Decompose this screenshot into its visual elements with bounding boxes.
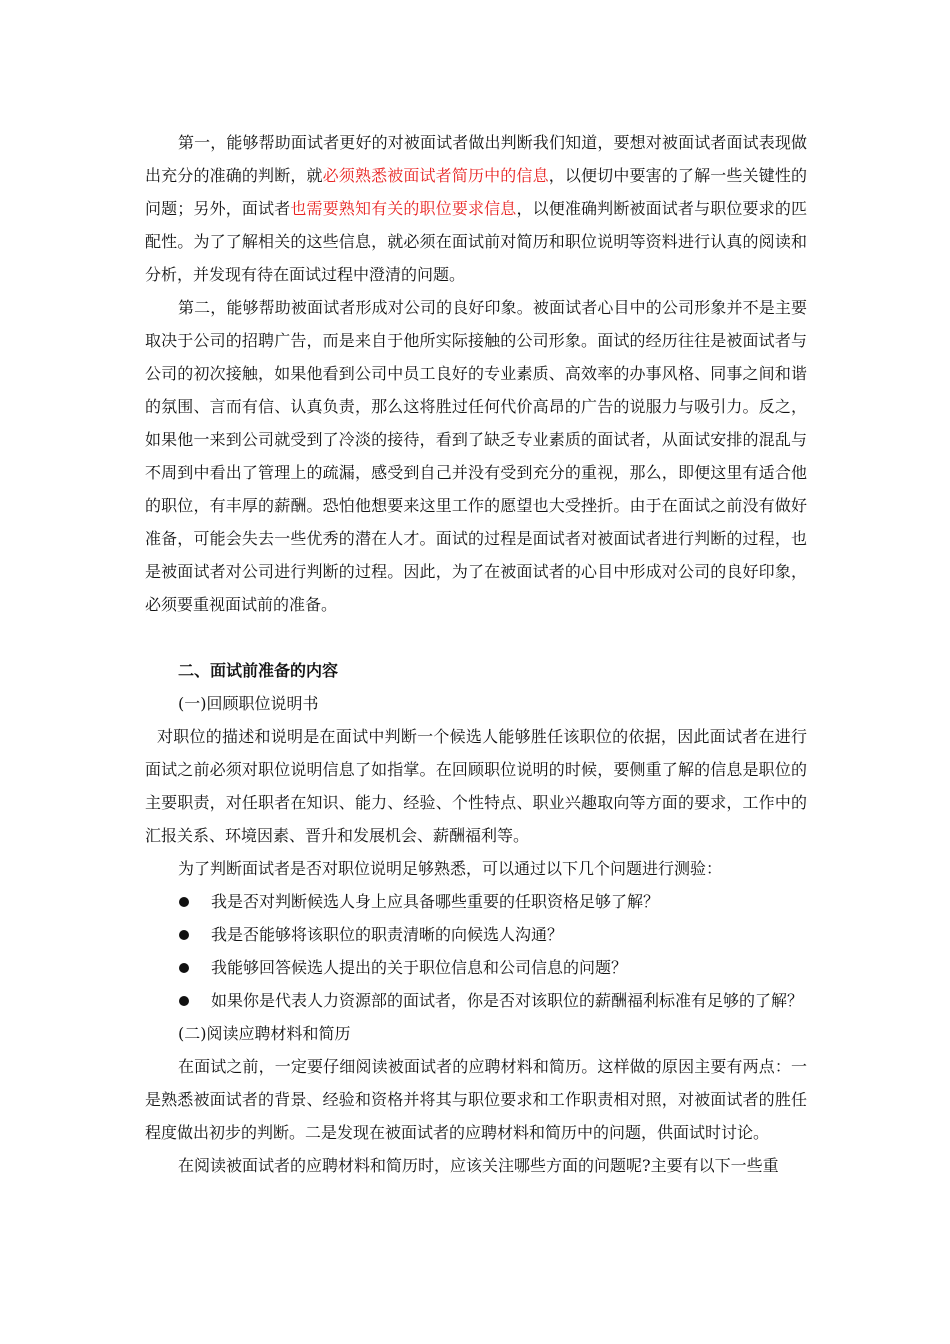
subheading-read-resume: (二)阅读应聘材料和简历: [178, 1024, 351, 1043]
para1-text-1: 第一，能够帮助面试者更好的对被面试者做出判断我们知道，要想对被面试者面试表现做出充分的准确的判断，就: [145, 133, 807, 185]
para1-text-3: ，以便准确判断被面试者与职位要求的匹配性。为了了解相关的这些信息，就必须在面试前对简历和职位说明等资料进行认真的阅读和分析，并发现有待在面试过程中澄清的问题。: [145, 199, 807, 284]
paragraph-first-point: [145, 126, 807, 291]
paragraph-read-resume: 在面试之前，一定要仔细阅读被面试者的应聘材料和简历。这样做的原因主要有两点：一是熟悉被面试者的背景、经验和资格并将其与职位要求和工作职责相对照，对被面试者的胜任程度做出初步的判断。二是发现在被面试者的应聘材料和简历中的问题，供面试时讨论。: [145, 1057, 807, 1142]
list-item: [145, 885, 807, 918]
paragraph-test-questions-intro: 为了判断面试者是否对职位说明足够熟悉，可以通过以下几个问题进行测验：: [178, 859, 723, 878]
list-item-text: 如果你是代表人力资源部的面试者，你是否对该职位的薪酬福利标准有足够的了解？: [211, 991, 804, 1010]
highlight-resume-info: 必须熟悉被面试者简历中的信息: [322, 166, 549, 185]
bullet-icon: [179, 930, 189, 940]
list-item-text: 我能够回答候选人提出的关于职位信息和公司信息的问题？: [211, 958, 628, 977]
list-item-text: 我是否对判断候选人身上应具备哪些重要的任职资格足够了解？: [211, 892, 660, 911]
para1-text-2: ，以便切中要害的了解一些关键性的问题；另外，面试者: [145, 166, 807, 218]
section-heading: 二、面试前准备的内容: [178, 661, 339, 680]
document-body: [145, 126, 807, 1182]
paragraph-job-description: 对职位的描述和说明是在面试中判断一个候选人能够胜任该职位的依据，因此面试者在进行面试之前必须对职位说明信息了如指掌。在回顾职位说明的时候，要侧重了解的信息是职位的主要职责，对任职者在知识、能力、经验、个性特点、职业兴趣取向等方面的要求，工作中的汇报关系、环境因素、晋升和发展机会、薪酬福利等。: [145, 727, 807, 845]
question-list: [145, 885, 807, 1017]
bullet-icon: [179, 996, 189, 1006]
paragraph-second-point: 第二，能够帮助被面试者形成对公司的良好印象。被面试者心目中的公司形象并不是主要取决于公司的招聘广告，而是来自于他所实际接触的公司形象。面试的经历往往是被面试者与公司的初次接触，如果他看到公司中员工良好的专业素质、高效率的办事风格、同事之间和谐的氛围、言而有信、认真负责，那么这将胜过任何代价高昂的广告的说服力与吸引力。反之，如果他一来到公司就受到了冷淡的接待，看到了缺乏专业素质的面试者，从面试安排的混乱与不周到中看出了管理上的疏漏，感受到自己并没有受到充分的重视，那么，即便这里有适合他的职位，有丰厚的薪酬。恐怕他想要来这里工作的愿望也大受挫折。由于在面试之前没有做好准备，可能会失去一些优秀的潜在人才。面试的过程是面试者对被面试者进行判断的过程，也是被面试者对公司进行判断的过程。因此，为了在被面试者的心目中形成对公司的良好印象，必须要重视面试前的准备。: [145, 298, 807, 614]
list-item: [145, 951, 807, 984]
highlight-job-requirements: 也需要熟知有关的职位要求信息: [290, 199, 517, 218]
list-item-text: 我是否能够将该职位的职责清晰的向候选人沟通？: [211, 925, 564, 944]
list-item: [145, 984, 807, 1017]
bullet-icon: [179, 963, 189, 973]
subheading-review-job-description: (一)回顾职位说明书: [178, 694, 319, 713]
paragraph-resume-focus: 在阅读被面试者的应聘材料和简历时，应该关注哪些方面的问题呢?主要有以下一些重: [178, 1156, 779, 1175]
bullet-icon: [179, 897, 189, 907]
list-item: [145, 918, 807, 951]
